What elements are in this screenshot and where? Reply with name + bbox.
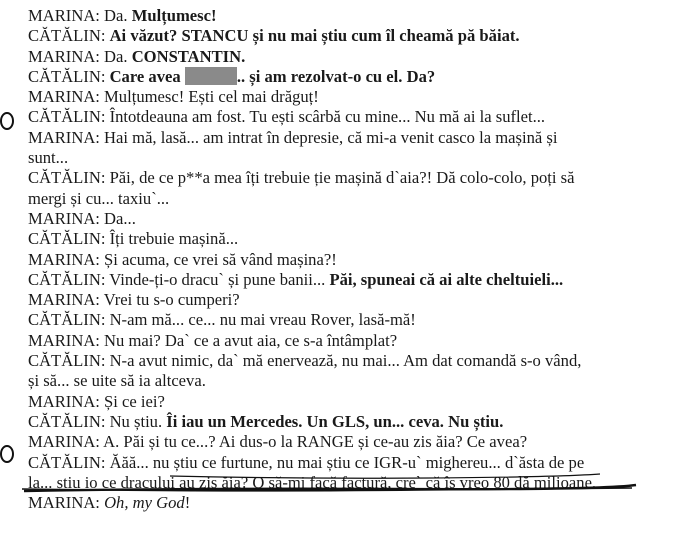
text-segment: MARINA: Da... <box>28 208 136 228</box>
text-segment: la... știu io ce dracului au zis ăia? O să-mi facă factură, cre` că îs vreo 80 dă milioane. <box>28 472 597 492</box>
text-segment: mergi și cu... taxiu`... <box>28 188 170 208</box>
strike-line <box>170 474 600 478</box>
text-segment: Care avea <box>109 66 185 86</box>
text-segment: Mulțumesc! <box>131 6 217 25</box>
text-segment: CĂTĂLIN: N-am mă... ce... nu mai vreau Rover, lasă-mă! <box>28 310 416 330</box>
text-segment: MARINA: Hai mă, lasă... am intrat în depresie, că mi-a venit casco la mașină și <box>28 127 558 147</box>
text-segment: CĂTĂLIN: N-a avut nimic, da` mă enervează, nu mai... Am dat comandă s-o vând, <box>28 351 582 371</box>
text-segment: CONSTANTIN. <box>131 46 246 66</box>
text-segment: CĂTĂLIN: Îți trebuie mașină... <box>28 229 239 249</box>
text-segment: ! <box>184 493 191 513</box>
text-segment: MARINA: <box>28 493 105 513</box>
text-segment: MARINA: Da. <box>28 46 132 66</box>
text-segment: Păi, spuneai că ai alte cheltuieli... <box>329 269 564 289</box>
text-segment: MARINA: Da. <box>28 6 132 25</box>
text-segment: și să... se uite să ia altceva. <box>28 371 206 391</box>
text-segment: CĂTĂLIN: <box>28 26 110 46</box>
text-segment: CĂTĂLIN: Nu știu. <box>28 411 167 431</box>
text-segment: Ai văzut? STANCU și nu mai știu cum îl cheamă pă băiat. <box>109 26 520 46</box>
text-segment: MARINA: Nu mai? Da` ce a avut aia, ce s-a întâmplat? <box>28 330 398 350</box>
text-segment: CĂTĂLIN: Păi, de ce p**a mea îți trebuie ție mașină d`aia?! Dă colo-colo, poți să <box>28 168 575 188</box>
text-segment: MARINA: Mulțumesc! Ești cel mai drăguț! <box>28 87 319 107</box>
text-segment: Îi iau un Mercedes. Un GLS, un... ceva. Nu știu. <box>166 411 504 431</box>
text-segment: MARINA: Și acuma, ce vrei să vând mașina?! <box>28 249 337 269</box>
text-segment: CĂTĂLIN: Ăăă... nu știu ce furtune, nu mai știu ce IGR-u` mighereu... d`ăsta de pe <box>28 452 585 472</box>
text-segment: CĂTĂLIN: Întotdeauna am fost. Tu ești scârbă cu mine... Nu mă ai la suflet... <box>28 107 546 127</box>
text-segment: .. și am rezolvat-o cu el. Da? <box>236 66 436 86</box>
text-segment: MARINA: Vrei tu s-o cumperi? <box>28 290 240 310</box>
text-segment: Oh, my God <box>104 493 185 513</box>
text-segment: CĂTĂLIN: Vinde-ți-o dracu` și pune banii... <box>28 269 330 289</box>
text-segment: sunt... <box>28 148 69 168</box>
text-segment: CĂTĂLIN: <box>28 66 110 86</box>
text-segment: MARINA: Și ce iei? <box>28 391 165 411</box>
text-segment: MARINA: A. Păi și tu ce...? Ai dus-o la RANGE și ce-au zis ăia? Ce avea? <box>28 432 528 452</box>
